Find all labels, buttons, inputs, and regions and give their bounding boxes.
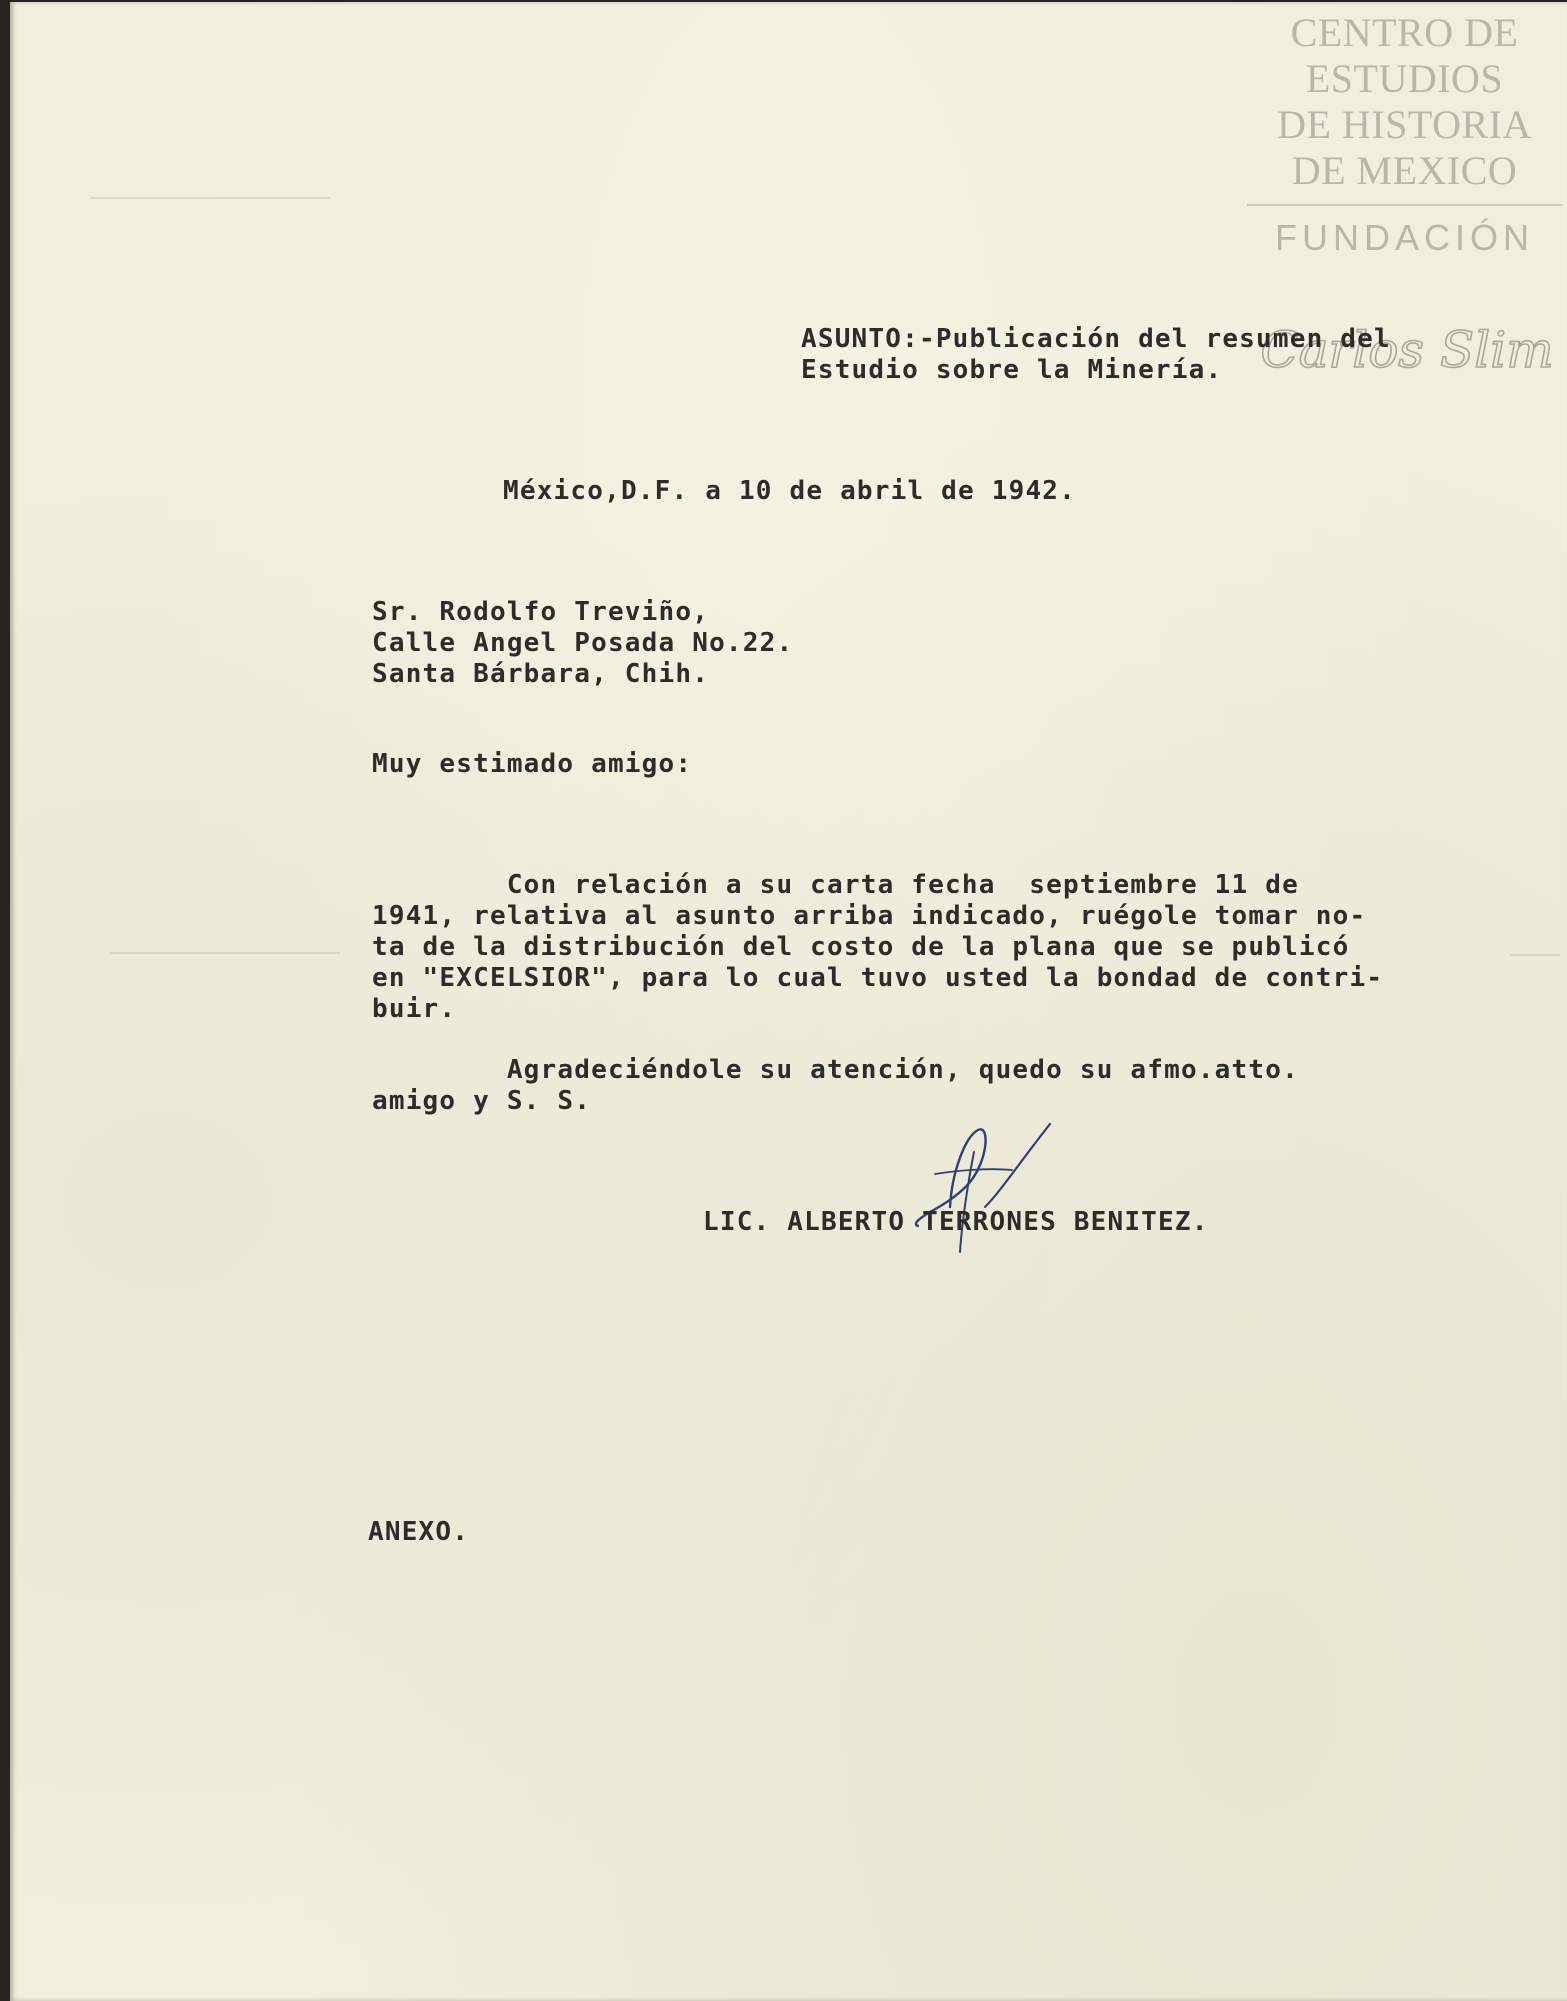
letter-page [10, 2, 1567, 2001]
body-line: buir. [372, 994, 457, 1024]
subject-line-1: ASUNTO:-Publicación del resumen del [801, 324, 1391, 354]
watermark-divider [1247, 204, 1562, 206]
closing-line: Agradeciéndole su atención, quedo su afmo.atto. [372, 1055, 1299, 1085]
body-line: 1941, relativa al asunto arriba indicado, ruégole tomar no- [372, 901, 1367, 931]
recipient-line-3: Santa Bárbara, Chih. [372, 659, 710, 689]
body-line: ta de la distribución del costo de la plana que se publicó [372, 932, 1350, 962]
letter-date: México,D.F. a 10 de abril de 1942. [503, 476, 1077, 506]
salutation: Muy estimado amigo: [372, 749, 693, 779]
watermark-line: CENTRO DE [1290, 10, 1519, 55]
recipient-line-2: Calle Angel Posada No.22. [372, 628, 794, 658]
handwritten-signature-icon [890, 1112, 1070, 1262]
paper-smudge [90, 197, 330, 199]
enclosure-note: ANEXO. [368, 1517, 470, 1547]
watermark-fundacion: FUNDACIÓN [1275, 217, 1534, 258]
signatory-name: LIC. ALBERTO TERRONES BENITEZ. [703, 1207, 1209, 1237]
body-line: en "EXCELSIOR", para lo cual tuvo usted la bondad de contri- [372, 963, 1384, 993]
watermark-line: DE HISTORIA [1277, 102, 1532, 147]
subject-line-2: Estudio sobre la Minería. [801, 355, 1223, 385]
watermark-line: DE MEXICO [1291, 148, 1518, 193]
archive-watermark [1247, 10, 1562, 260]
watermark-line: ESTUDIOS [1305, 56, 1504, 101]
recipient-line-1: Sr. Rodolfo Treviño, [372, 597, 710, 627]
closing-line: amigo y S. S. [372, 1086, 592, 1116]
paper-smudge [110, 952, 340, 954]
body-line: Con relación a su carta fecha septiembre 11 de [372, 870, 1299, 900]
watermark-signature-text: Carlos Slim [1260, 321, 1554, 379]
paper-smudge [1510, 954, 1560, 956]
